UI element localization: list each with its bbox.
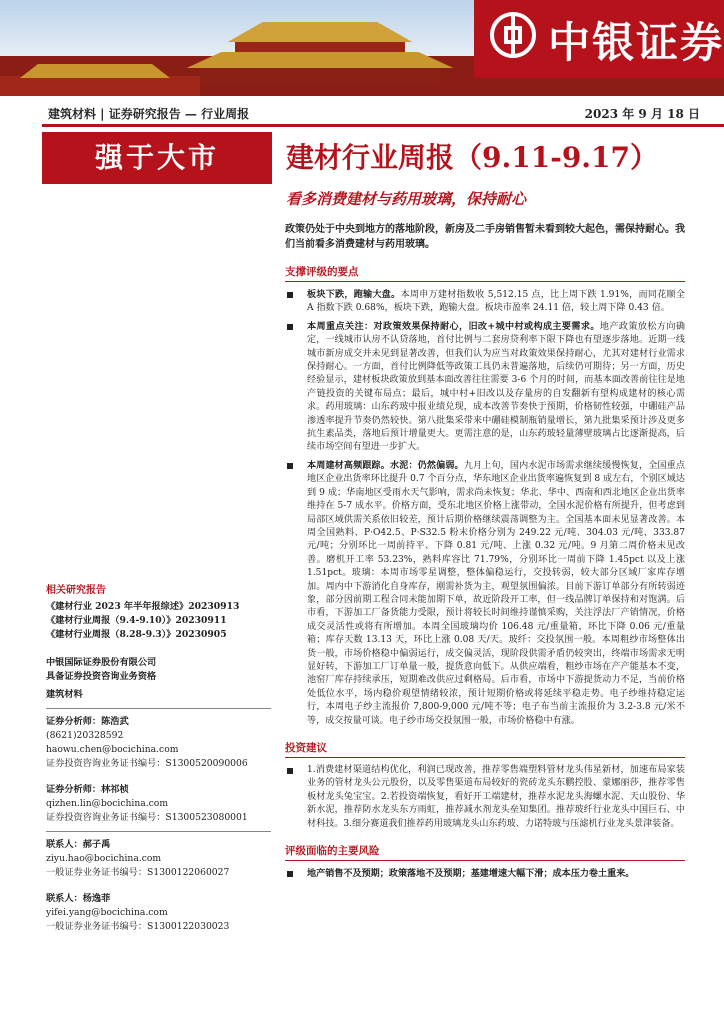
left-roof — [20, 64, 170, 78]
analyst-phone: (8621)20328592 — [46, 730, 124, 741]
palace-roof-lower — [175, 52, 465, 68]
divider — [46, 708, 271, 709]
section-heading-risks: 评级面临的主要风险 — [285, 843, 685, 861]
cover-banner — [0, 0, 724, 96]
related-report-link[interactable]: 《建材行业 2023 年半年报综述》20230913 — [46, 601, 240, 612]
list-item: 1.消费建材渠道结构优化，利润已现改善，推荐零售端塑料管材龙头伟星新材，加速布局家装业务的管材龙头公元股份，以及零售渠道布局较好的瓷砖龙头东鹏控股、蒙娜丽莎，推荐零售板材龙头兔宝宝。2.若投资端恢复，看好开工端建材，推荐水泥龙头海螺水泥、天山股份、华新水泥，推荐防水龙头东方雨虹，推荐减水剂龙头垒知集团。推荐玻纤行业龙头中国巨石、中材科技。3.细分赛道我们推荐药用玻璃龙头山东药玻、力诺特玻与压滤机行业龙头景津装备。 — [285, 764, 685, 831]
contact-name: 联系人：郝子禹 — [46, 839, 111, 850]
contact-email[interactable]: yifei.yang@bocichina.com — [46, 907, 168, 918]
analyst-name: 证券分析师：林祁桢 — [46, 784, 129, 795]
report-subtitle: 看多消费建材与药用玻璃，保持耐心 — [286, 190, 527, 208]
intro-paragraph: 政策仍处于中央到地方的落地阶段，新房及二手房销售暂未看到较大起色，需保持耐心。我们当前看多消费建材与药用玻璃。 — [285, 224, 685, 250]
list-item: 本周建材高频跟踪。水泥：仍然偏弱。九月上旬，国内水泥市场需求继续缓慢恢复，全国重点地区企业出货率环比提升 0.7 个百分点，华东地区企业出货率遍恢复到 8 成左右，个别区域达到 9 成；华南地区受雨水天气影响，需求尚未恢复；华北、华中、西南和西北地区企业出货率维持在 5-7 成水平。价格方面，受东北地区价格上涨带动，全国水泥价格有所提升，但考虑到局部区域供需关系依旧较差，预计后期价格继续震荡调整为主。全国基本面未见显著改善。本周全国熟料、P·O42.5、P·S32.5 粉末价格分别为 249.22 元/吨、304.03 元/吨、333.87 元/吨；分别环比一周前持平、下降 0.81 元/吨、上涨 0.32 元/吨。9 月第二周价格未见改善。磨机开工率 53.23%，熟料库容比 71.79%，分别环比一周前下降 1.45pct 以及上涨 1.51pct。玻璃：本周市场零星调整，整体偏稳运行，交投转弱，较大部分区域厂家库存增加。周内中下游消化自身库存，刚需补货为主，观望氛围偏浓。目前下游订单部分有所转弱迹象，部分因前期工程合同未能加期下单，故近阶段开工率，但一线品牌订单保持和对饱满。后市看，下游加工厂备货能力受限，预计将较长时间维持谨慎采购，关注浮法厂产销情况，价格成交灵活性或将有所增加。本周全国玻璃均价 106.48 元/重量箱，环比下降 0.06 元/重量箱；库存天数 13.13 天，环比上涨 0.08 天/天。玻纤：交投氛围一般。本周粗纱市场整体出货一般，市场价格稳中偏弱运行，成交偏灵活，现阶段供需矛盾仍较突出，终端市场需求无明显好转，下游加工厂订单量一般，提货意向低下。从供应端看，粗纱市场在产产能基本不变，池窑厂库存持续承压，短期难改供应过剩格局。后市看，市场中下游提货动力不足，当前价格处低位水平，场内稳价观望情绪较浓，预计短期价格或将延续平稳走势。电子纱维持稳定运行，本周电子纱主流报价 7,800-9,000 元/吨不等；电子布当前主流报价为 3.2-3.8 元/米不等，成交按量可谈。电子纱市场交投氛围一般，市场价格稳中有涨。 — [285, 459, 685, 728]
list-item: 地产销售不及预期；政策落地不及预期；基建增速大幅下滑；成本压力卷土重来。 — [285, 867, 685, 881]
main-content — [285, 222, 685, 885]
report-title: 建材行业周报（9.11-9.17） — [286, 141, 659, 174]
analyst-email[interactable]: qizhen.lin@bocichina.com — [46, 798, 169, 809]
list-item: 本周重点关注：对政策效果保持耐心，旧改+城中村或构成主要需求。地产政策放松方向确定，一线城市认房不认贷落地，首付比例与二套房贷利率下限下降也有望逐步落地。近期一线城市新房成交并未见到显著改善，但我们认为应当对政策效果保持耐心，尤其对建材行业需求保持耐心。一方面，首付比例降低等政策工具仍未普遍落地，后续仍可期待；另一方面，历史经验显示，建材板块政策放到基本面改善往往需要 3-6 个月的时间，而基本面改善前往往是地产链投资的关键布局点；最后，城中村+旧改以及存量房的自发翻新有望构成建材的核心需求。药用玻璃：山东药玻中报业绩兑现，成本改善节奏快于预期，价格韧性较强，中硼硅产品渗透率提升节奏仍然较快。第八批集采带来中硼硅模制瓶销量增长，第九批集采预计涉及更多抗生素品类，落地后预计增量更大。更需注意的是，山东药玻轻量薄壁玻璃占比逐渐提高，后续市场空间有望进一步扩大。 — [285, 320, 685, 455]
square-bullet-icon — [287, 292, 293, 298]
contact-name: 联系人：杨逸菲 — [46, 893, 111, 904]
square-bullet-icon — [287, 871, 293, 877]
square-bullet-icon — [287, 324, 293, 330]
list-item: 板块下跌，跑输大盘。本周申万建材指数收 5,512.15 点，比上周下跌 1.91%，而同花顺全 A 指数下跌 0.68%，板块下跌，跑输大盘。板块市盈率 24.11 倍，较上周下降 0.43 倍。 — [285, 288, 685, 316]
report-date: 2023 年 9 月 18 日 — [584, 107, 700, 121]
industry-label: 建筑材料 — [46, 689, 83, 700]
brand-name: 中银证券 — [548, 18, 724, 67]
bank-logo-icon — [490, 12, 536, 58]
report-category: 建筑材料 | 证券研究报告 — 行业周报 — [48, 107, 250, 121]
square-bullet-icon — [287, 463, 293, 469]
report-meta-bar — [42, 100, 724, 127]
analyst-name: 证券分析师：陈浩武 — [46, 716, 129, 727]
related-report-link[interactable]: 《建材行业周报（9.4-9.10）》20230911 — [46, 615, 227, 626]
rating-badge: 强于大市 — [42, 132, 272, 184]
section-heading-investment-advice: 投资建议 — [285, 740, 685, 758]
contact-email[interactable]: ziyu.hao@bocichina.com — [46, 853, 162, 864]
contact-cert: 一般证券业务证书编号：S1300122060027 — [46, 867, 230, 878]
analyst-cert: 证券投资咨询业务证书编号：S1300523080001 — [46, 812, 248, 823]
contact-cert: 一般证券业务证书编号：S1300122030023 — [46, 921, 230, 932]
sidebar — [46, 584, 276, 934]
left-wall — [0, 76, 200, 96]
related-report-link[interactable]: 《建材行业周报（8.28-9.3）》20230905 — [46, 629, 227, 640]
analyst-email[interactable]: haowu.chen@bocichina.com — [46, 744, 179, 755]
square-bullet-icon — [287, 768, 293, 774]
section-heading-rating-points: 支撑评级的要点 — [285, 264, 685, 282]
palace-hall-lower — [200, 68, 440, 82]
company-name: 中银国际证券股份有限公司 — [46, 657, 157, 668]
related-reports-heading: 相关研究报告 — [46, 585, 106, 596]
analyst-cert: 证券投资咨询业务证书编号：S1300520090006 — [46, 758, 248, 769]
company-qualification: 具备证券投资咨询业务资格 — [46, 671, 157, 682]
divider — [46, 831, 271, 832]
